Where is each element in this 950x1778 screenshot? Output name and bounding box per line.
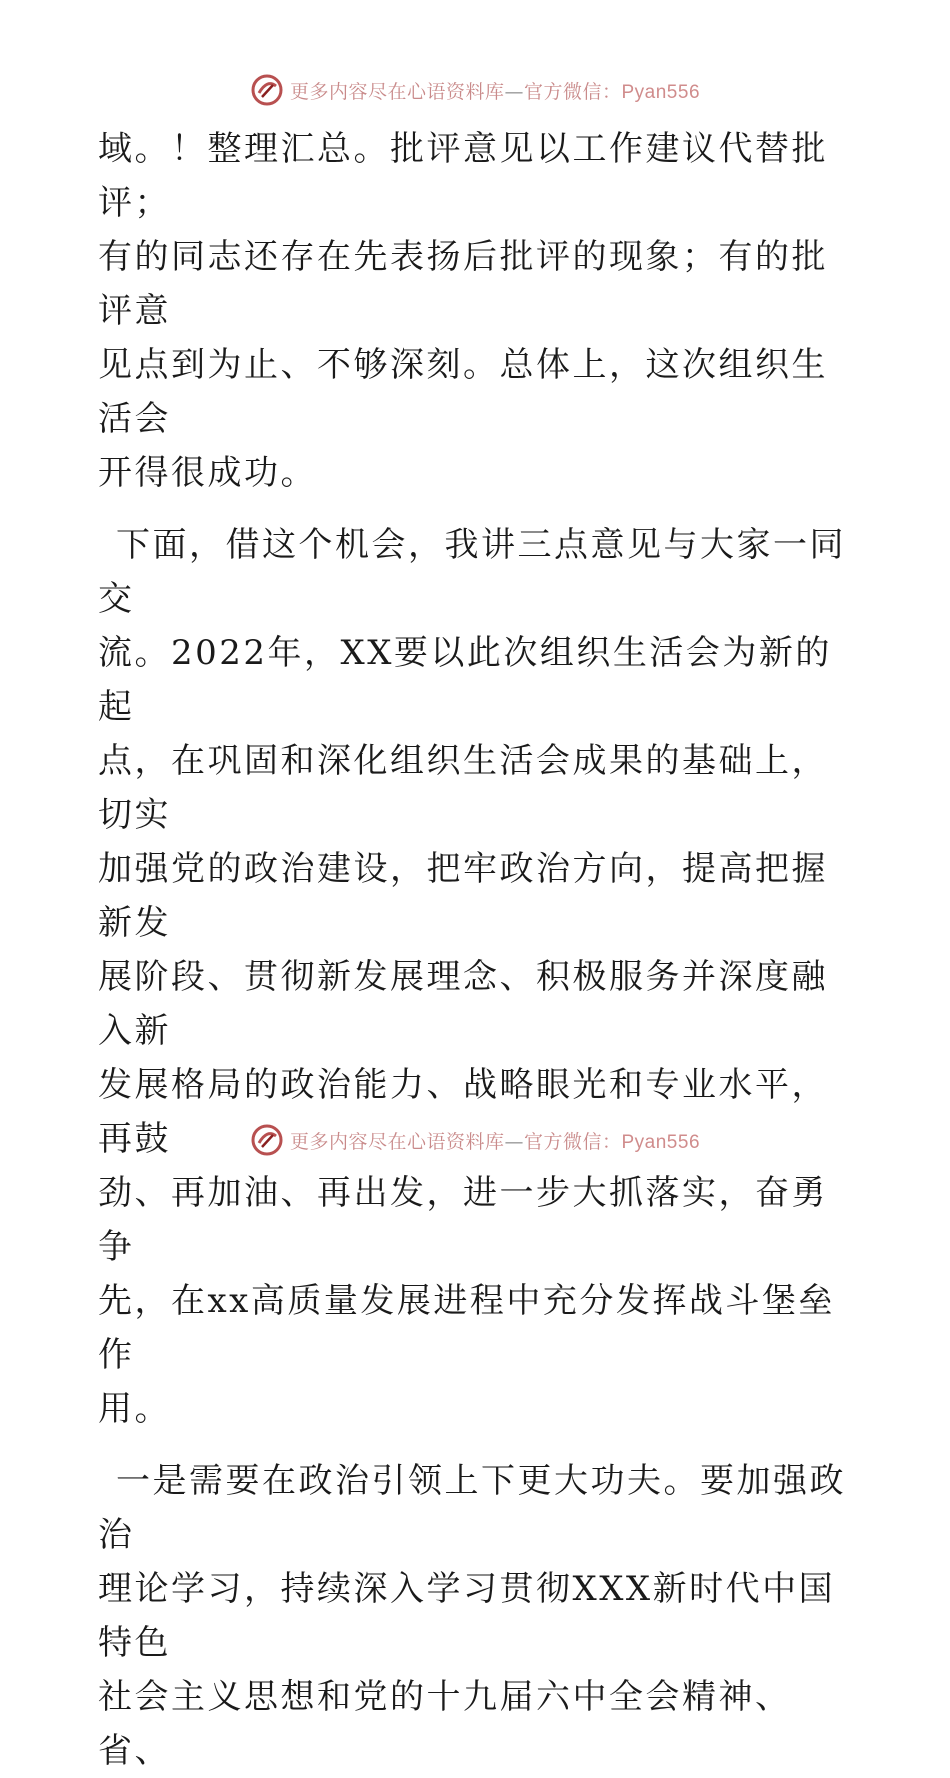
watermark-middle: 官方微信： bbox=[523, 1130, 622, 1153]
text-line: 域。！整理汇总。批评意见以工作建议代替批评； bbox=[98, 129, 828, 223]
watermark-id: Pyan556 bbox=[621, 1131, 701, 1153]
watermark-dash: — bbox=[504, 80, 524, 103]
text-line: 先，在xx高质量发展进程中充分发挥战斗堡垒作 bbox=[98, 1281, 835, 1375]
watermark-dash: — bbox=[504, 1130, 524, 1153]
text-line: 劲、再加油、再出发，进一步大抓落实，奋勇争 bbox=[98, 1173, 828, 1267]
watermark-logo-icon bbox=[250, 73, 284, 107]
text-line: 社会主义思想和党的十九届六中全会精神、省、 bbox=[98, 1677, 792, 1771]
text-line: 见点到为止、不够深刻。总体上，这次组织生活会 bbox=[98, 345, 828, 439]
text-line: 一是需要在政治引领上下更大功夫。要加强政治 bbox=[98, 1461, 846, 1555]
paragraph-1 bbox=[98, 122, 858, 500]
text-line: 发展格局的政治能力、战略眼光和专业水平，再鼓 bbox=[98, 1065, 828, 1159]
text-line: 开得很成功。 bbox=[98, 453, 317, 493]
watermark-prefix: 更多内容尽在心语资料库 bbox=[289, 1130, 505, 1153]
text-line: 理论学习，持续深入学习贯彻XXX新时代中国特色 bbox=[98, 1569, 836, 1663]
text-line: 展阶段、贯彻新发展理念、积极服务并深度融入新 bbox=[98, 957, 828, 1051]
watermark-text bbox=[290, 1127, 700, 1154]
text-line: 点，在巩固和深化组织生活会成果的基础上，切实 bbox=[98, 741, 828, 835]
paragraph-2 bbox=[98, 518, 858, 1436]
watermark-middle: 官方微信： bbox=[523, 80, 622, 103]
text-line: 用。 bbox=[98, 1389, 171, 1429]
header-watermark bbox=[0, 70, 950, 110]
watermark-text bbox=[290, 77, 700, 104]
paragraph-3 bbox=[98, 1454, 858, 1778]
document-body bbox=[98, 122, 858, 1778]
watermark-logo-icon bbox=[250, 1123, 284, 1157]
footer-watermark bbox=[0, 1120, 950, 1160]
text-line: 下面，借这个机会，我讲三点意见与大家一同交 bbox=[98, 525, 846, 619]
text-line: 加强党的政治建设，把牢政治方向，提高把握新发 bbox=[98, 849, 828, 943]
watermark-id: Pyan556 bbox=[621, 81, 701, 103]
watermark-prefix: 更多内容尽在心语资料库 bbox=[289, 80, 505, 103]
text-line: 有的同志还存在先表扬后批评的现象；有的批评意 bbox=[98, 237, 828, 331]
text-line: 流。2022年，XX要以此次组织生活会为新的起 bbox=[98, 633, 832, 727]
